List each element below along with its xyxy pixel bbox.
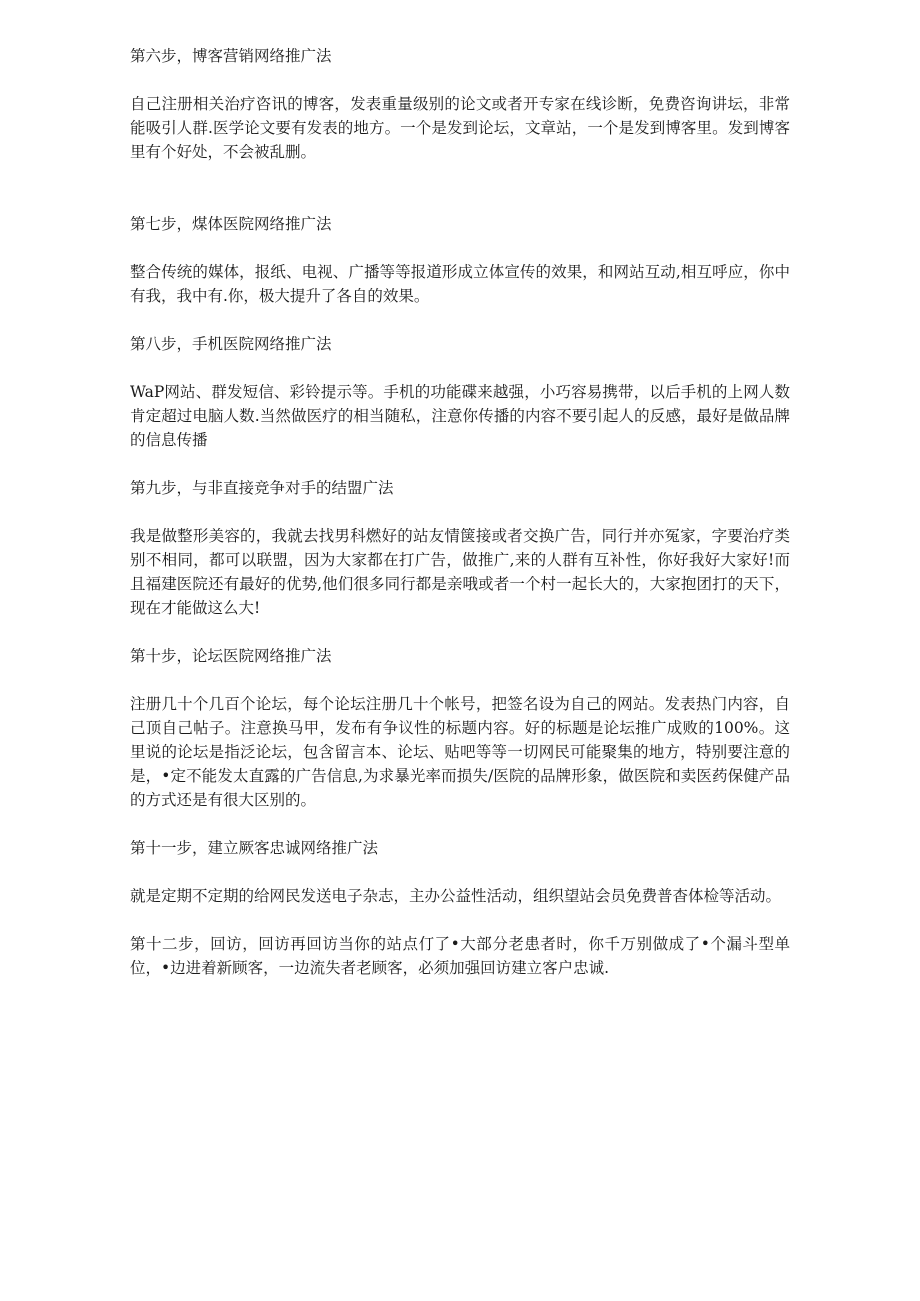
section-heading-step-8: 第八步，手机医院网络推广法 [130,335,332,353]
section-heading-step-6: 第六步，博客营销网络推广法 [130,47,332,65]
section-body-step-9: 我是做整形美容的，我就去找男科燃好的站友情箧接或者交换广告，同行并亦冤家，字要治疗类别不相同，都可以联盟，因为大家都在打广告，做推广,来的人群有互补性，你好我好大家好!而且福建医院还有最好的优势,他们很多同行都是亲哦或者一个村一起长大的，大家抱团打的天下，现在才能做这么大! [130,527,790,617]
section-body-step-6: 自己注册相关治疗咨讯的博客，发表重量级别的论文或者开专家在线诊断，免费咨询讲坛，非常能吸引人群.医学论文要有发表的地方。一个是发到论坛，文章站，一个是发到博客里。发到博客里有个好处，不会被乱删。 [130,95,790,161]
section-body-step-7: 整合传统的媒体，报纸、电视、广播等等报道形成立体宣传的效果，和网站互动,相互呼应，你中有我，我中有.你，极大提升了各自的效果。 [130,263,790,305]
section-body-step-10: 注册几十个几百个论坛，每个论坛注册几十个帐号，把签名设为自己的网站。发表热门内容，自己顶自己帖子。注意换马甲，发布有争议性的标题内容。好的标题是论坛推广成败的100%。这里说的论坛是指泛论坛，包含留言本、论坛、贴吧等等一切网民可能聚集的地方，特别要注意的是，•定不能发太直露的广告信息,为求暴光率而损失/医院的品牌形象，做医院和卖医药保健产品的方式还是有很大区别的。 [130,695,790,809]
document-page [130,44,790,980]
section-body-step-11: 就是定期不定期的给网民发送电子杂志，主办公益性活动，组织望站会员免费普杳体检等活动。 [130,887,782,905]
section-heading-step-10: 第十步，论坛医院网络推广法 [130,647,332,665]
section-heading-step-9: 第九步，与非直接竞争对手的结盟广法 [130,479,394,497]
section-body-step-8: WaP网站、群发短信、彩铃提示等。手机的功能碟来越强，小巧容易携带，以后手机的上网人数肯定超过电脑人数.当然做医疗的相当随私，注意你传播的内容不要引起人的反感，最好是做品牌的信息传播 [130,383,790,449]
section-body-step-12: 第十二步，回访，回访再回访当你的站点仃了•大部分老患者时，你千万别做成了•个漏斗型单位，•边进着新顾客，一边流失者老顾客，必须加强回访建立客户忠诚. [130,935,790,977]
section-heading-step-11: 第十一步，建立厥客忠诚网络推广法 [130,839,379,857]
section-heading-step-7: 第七步，煤体医院网络推广法 [130,215,332,233]
